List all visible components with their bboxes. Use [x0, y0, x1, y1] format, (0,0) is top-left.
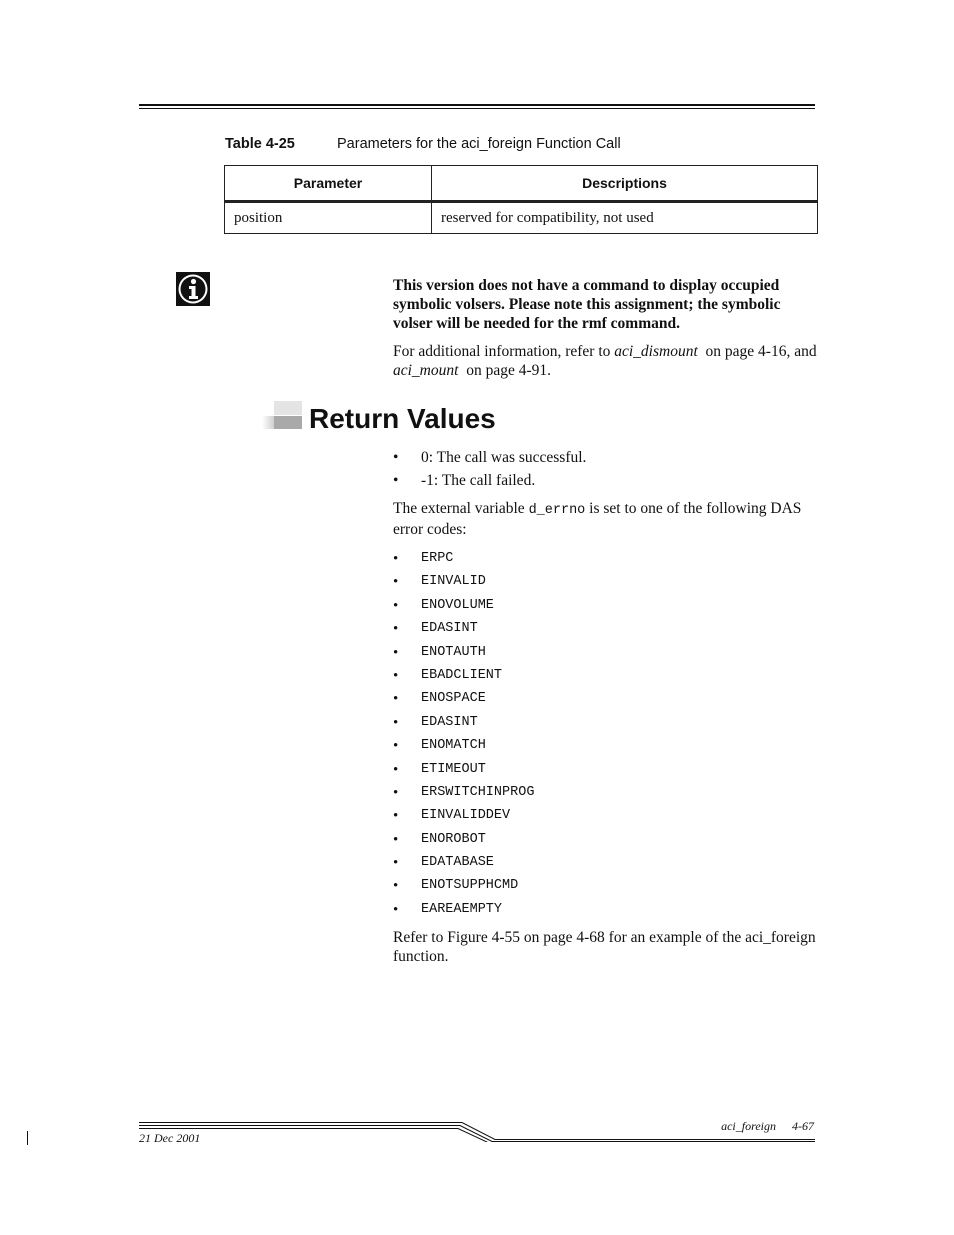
change-bar: [27, 1131, 28, 1145]
info-icon: [176, 272, 210, 306]
table-row: [225, 202, 818, 234]
cell-description: reserved for compatibility, not used: [432, 202, 818, 234]
cell-parameter: position: [225, 202, 432, 234]
note-reference: [393, 342, 821, 380]
bullet-icon: •: [393, 855, 399, 872]
ref-middle: on page 4-16, and: [697, 343, 821, 360]
bullet-icon: •: [393, 761, 399, 778]
table-number: Table 4-25: [225, 136, 295, 152]
list-item: • EINVALID: [393, 574, 486, 591]
bullet-icon: •: [393, 878, 399, 895]
list-item: • ENOMATCH: [393, 738, 486, 755]
ref-link-aci-dismount[interactable]: aci_dismount: [614, 343, 698, 360]
list-item: • EDASINT: [393, 621, 478, 638]
bullet-icon: •: [393, 597, 399, 614]
top-rule-thin: [139, 108, 815, 109]
bullet-icon: •: [393, 621, 399, 638]
errno-paragraph: The external variable d_errno is set to one of the following DAS error codes:: [393, 500, 802, 538]
section-heading: Return Values: [309, 403, 496, 434]
footer-date: 21 Dec 2001: [139, 1131, 201, 1145]
ref-link-aci-mount[interactable]: aci_mount: [393, 362, 459, 379]
bullet-icon: •: [393, 667, 399, 684]
figure-reference: Refer to Figure 4-55 on page 4-68 for an example of the aci_foreign function.: [393, 929, 816, 965]
footer-page-number: 4-67: [792, 1119, 814, 1133]
list-item: • EINVALIDDEV: [393, 808, 511, 825]
return-values-list: [393, 448, 818, 494]
ref-suffix: on page 4-91.: [458, 362, 551, 379]
heading-graphic: [262, 401, 304, 431]
footer-section: aci_foreign: [721, 1119, 776, 1133]
note-text: This version does not have a command to display occupied symbolic volsers. Please note this assignment; the symbolic volser will be needed for the rmf command.: [393, 277, 781, 332]
bullet-icon: •: [393, 784, 399, 801]
list-item: • ENOTAUTH: [393, 644, 486, 661]
errno-variable: d_errno: [528, 503, 586, 518]
bullet-icon: •: [393, 714, 399, 731]
list-item: • 0: The call was successful.: [393, 449, 587, 466]
bullet-icon: •: [393, 644, 399, 661]
bullet-icon: •: [393, 901, 399, 918]
bullet-icon: •: [393, 738, 399, 755]
list-item: • -1: The call failed.: [393, 472, 536, 489]
bullet-icon: •: [393, 831, 399, 848]
table-title: Parameters for the aci_foreign Function Call: [337, 136, 621, 152]
list-item: • ERSWITCHINPROG: [393, 784, 535, 801]
table-header-row: [225, 166, 818, 202]
top-rule: [139, 104, 815, 106]
bullet-icon: •: [393, 551, 399, 567]
footer-page-info: [700, 1119, 814, 1134]
list-item: • ENOTSUPPHCMD: [393, 878, 519, 895]
error-codes-list: [393, 550, 534, 924]
header-descriptions: Descriptions: [432, 166, 818, 202]
parameters-table: [224, 165, 818, 234]
header-parameter: Parameter: [225, 166, 432, 202]
list-item: • ENOVOLUME: [393, 597, 494, 614]
bullet-icon: •: [393, 472, 399, 489]
ref-prefix: For additional information, refer to: [393, 343, 615, 360]
list-item: • ENOROBOT: [393, 831, 486, 848]
list-item: • ETIMEOUT: [393, 761, 486, 778]
table-caption: [225, 136, 621, 152]
bullet-icon: •: [393, 691, 399, 708]
bullet-icon: •: [393, 574, 399, 591]
list-item: • EAREAEMPTY: [393, 901, 503, 918]
list-item: • EDASINT: [393, 714, 478, 731]
list-item: • ERPC: [393, 551, 454, 567]
list-item: • EDATABASE: [393, 855, 494, 872]
bullet-icon: •: [393, 449, 399, 466]
list-item: • EBADCLIENT: [393, 667, 503, 684]
bullet-icon: •: [393, 808, 399, 825]
list-item: • ENOSPACE: [393, 691, 486, 708]
